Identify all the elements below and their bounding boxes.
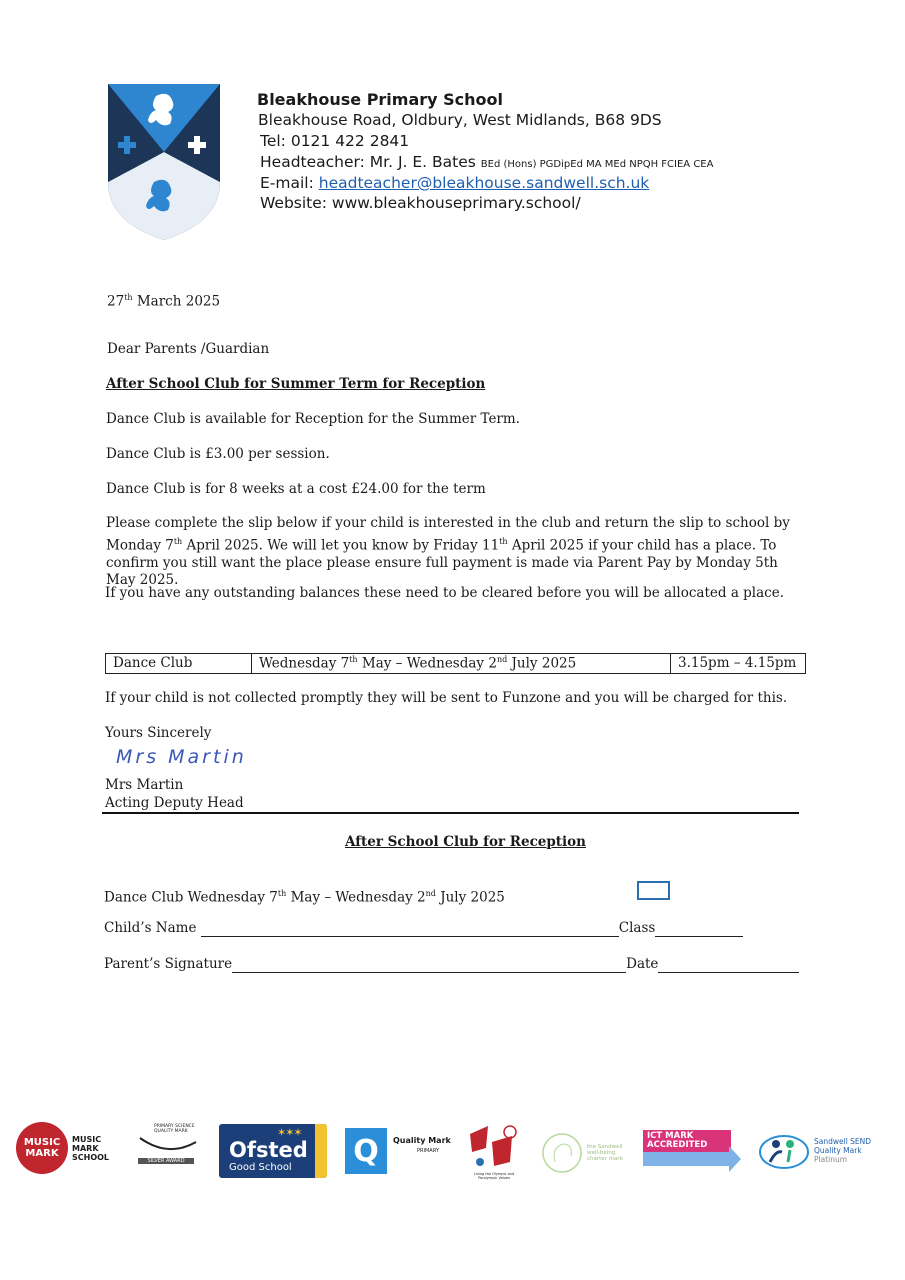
- ict-mark-logo: [643, 1130, 741, 1170]
- handwritten-signature: Mrs Martin: [116, 746, 247, 768]
- paragraph-collection: If your child is not collected promptly they will be sent to Funzone and you will be charged for this.: [105, 690, 788, 706]
- school-name: Bleakhouse Primary School: [257, 90, 504, 109]
- music-mark-badge: MUSIC MARK: [16, 1122, 68, 1174]
- olympic-emblem-icon: [466, 1122, 522, 1168]
- closing: Yours Sincerely: [105, 725, 212, 741]
- school-telephone: Tel: 0121 422 2841: [260, 132, 410, 150]
- club-dates-cell: Wednesday 7th May – Wednesday 2nd July 2025: [252, 654, 671, 674]
- email-label: E-mail:: [260, 174, 319, 192]
- science-mark-award: SILVER AWARD: [138, 1158, 194, 1164]
- olympic-caption: Living the Olympic and Paralympic Values: [473, 1172, 515, 1180]
- wellbeing-head-icon: [541, 1132, 583, 1174]
- school-address: Bleakhouse Road, Oldbury, West Midlands, B68 9DS: [258, 111, 662, 129]
- quality-q-icon: Q: [345, 1128, 387, 1174]
- child-name-row: [104, 920, 743, 937]
- slip-club-option: Dance Club Wednesday 7th May – Wednesday 2nd July 2025: [104, 889, 505, 906]
- table-row: [106, 654, 806, 674]
- club-time-cell: 3.15pm – 4.15pm: [671, 654, 806, 674]
- quality-mark-logo: [345, 1128, 451, 1176]
- get-set-olympic-logo: [466, 1122, 522, 1184]
- child-name-field[interactable]: [201, 923, 619, 937]
- ict-arrow-icon: [729, 1146, 741, 1172]
- headteacher-name: Headteacher: Mr. J. E. Bates: [260, 153, 476, 171]
- paragraph-instructions: Please complete the slip below if your child is interested in the club and return the slip to school by Monday 7th April 2025. We will let you know by Friday 11th April 2025 if your child has a place. To confirm you still want the place please ensure full payment is made via Parent Pay by Monday 5th May 2025.: [106, 515, 790, 588]
- headteacher-qualifications: BEd (Hons) PGDipEd MA MEd NPQH FCIEA CEA: [480, 159, 714, 170]
- email-link[interactable]: headteacher@bleakhouse.sandwell.sch.uk: [318, 174, 650, 192]
- ofsted-logo: [219, 1124, 327, 1178]
- science-quality-mark-logo: [138, 1124, 198, 1172]
- sandwell-send-title: Sandwell SEND Quality Mark: [814, 1136, 872, 1155]
- class-label: Class: [618, 920, 656, 936]
- music-mark-text: MUSIC MARK SCHOOL: [72, 1134, 110, 1162]
- signer-name: Mrs Martin: [105, 777, 184, 793]
- school-crest-logo: [106, 82, 222, 242]
- email-line: [260, 174, 649, 192]
- sandwell-send-level: Platinum: [814, 1154, 848, 1164]
- date-field[interactable]: [658, 959, 799, 973]
- quality-mark-title: Quality Mark: [393, 1136, 451, 1145]
- tear-off-divider: [102, 812, 799, 814]
- salutation: Dear Parents /Guardian: [107, 341, 270, 357]
- club-schedule-table: [105, 653, 806, 674]
- wellbeing-charter-logo: [541, 1128, 631, 1178]
- letter-date: 27th March 2025: [107, 293, 221, 310]
- child-name-label: Child’s Name: [104, 920, 197, 936]
- paragraph-term-cost: Dance Club is for 8 weeks at a cost £24.00 for the term: [106, 481, 486, 497]
- club-option-checkbox[interactable]: [637, 881, 670, 900]
- signer-title: Acting Deputy Head: [105, 795, 244, 811]
- date-label: Date: [626, 956, 659, 972]
- ict-arrow-shape: [643, 1152, 729, 1166]
- ofsted-title: Ofsted: [229, 1138, 308, 1162]
- paragraph-session-cost: Dance Club is £3.00 per session.: [106, 446, 330, 462]
- wellbeing-text: the Sandwell well-being charter mark: [587, 1144, 623, 1162]
- parent-signature-field[interactable]: [232, 959, 626, 973]
- parent-signature-row: [104, 956, 799, 973]
- science-mark-text: PRIMARY SCIENCE QUALITY MARK: [154, 1124, 195, 1134]
- ofsted-side-band: [315, 1124, 327, 1178]
- parent-signature-label: Parent’s Signature: [104, 956, 233, 972]
- paragraph-balances: If you have any outstanding balances these need to be cleared before you will be allocated a place.: [105, 585, 785, 601]
- headteacher-line: [260, 153, 713, 171]
- science-swoosh-icon: [138, 1134, 198, 1154]
- slip-title: After School Club for Reception: [345, 834, 586, 850]
- ofsted-subtitle: Good School: [229, 1162, 292, 1173]
- music-mark-logo: [16, 1120, 124, 1176]
- class-field[interactable]: [655, 923, 743, 937]
- ict-mark-title: ICT MARK ACCREDITED: [643, 1130, 731, 1152]
- paragraph-availability: Dance Club is available for Reception for the Summer Term.: [106, 411, 520, 427]
- send-text-block: [814, 1137, 878, 1164]
- quality-mark-subtitle: PRIMARY: [417, 1148, 439, 1154]
- letter-heading: After School Club for Summer Term for Reception: [106, 376, 486, 392]
- school-website: Website: www.bleakhouseprimary.school/: [260, 194, 581, 212]
- ofsted-star-icon: ✶✶✶: [277, 1126, 302, 1139]
- send-people-icon: [758, 1130, 810, 1170]
- sandwell-send-logo: [758, 1128, 878, 1172]
- club-name-cell: Dance Club: [106, 654, 252, 674]
